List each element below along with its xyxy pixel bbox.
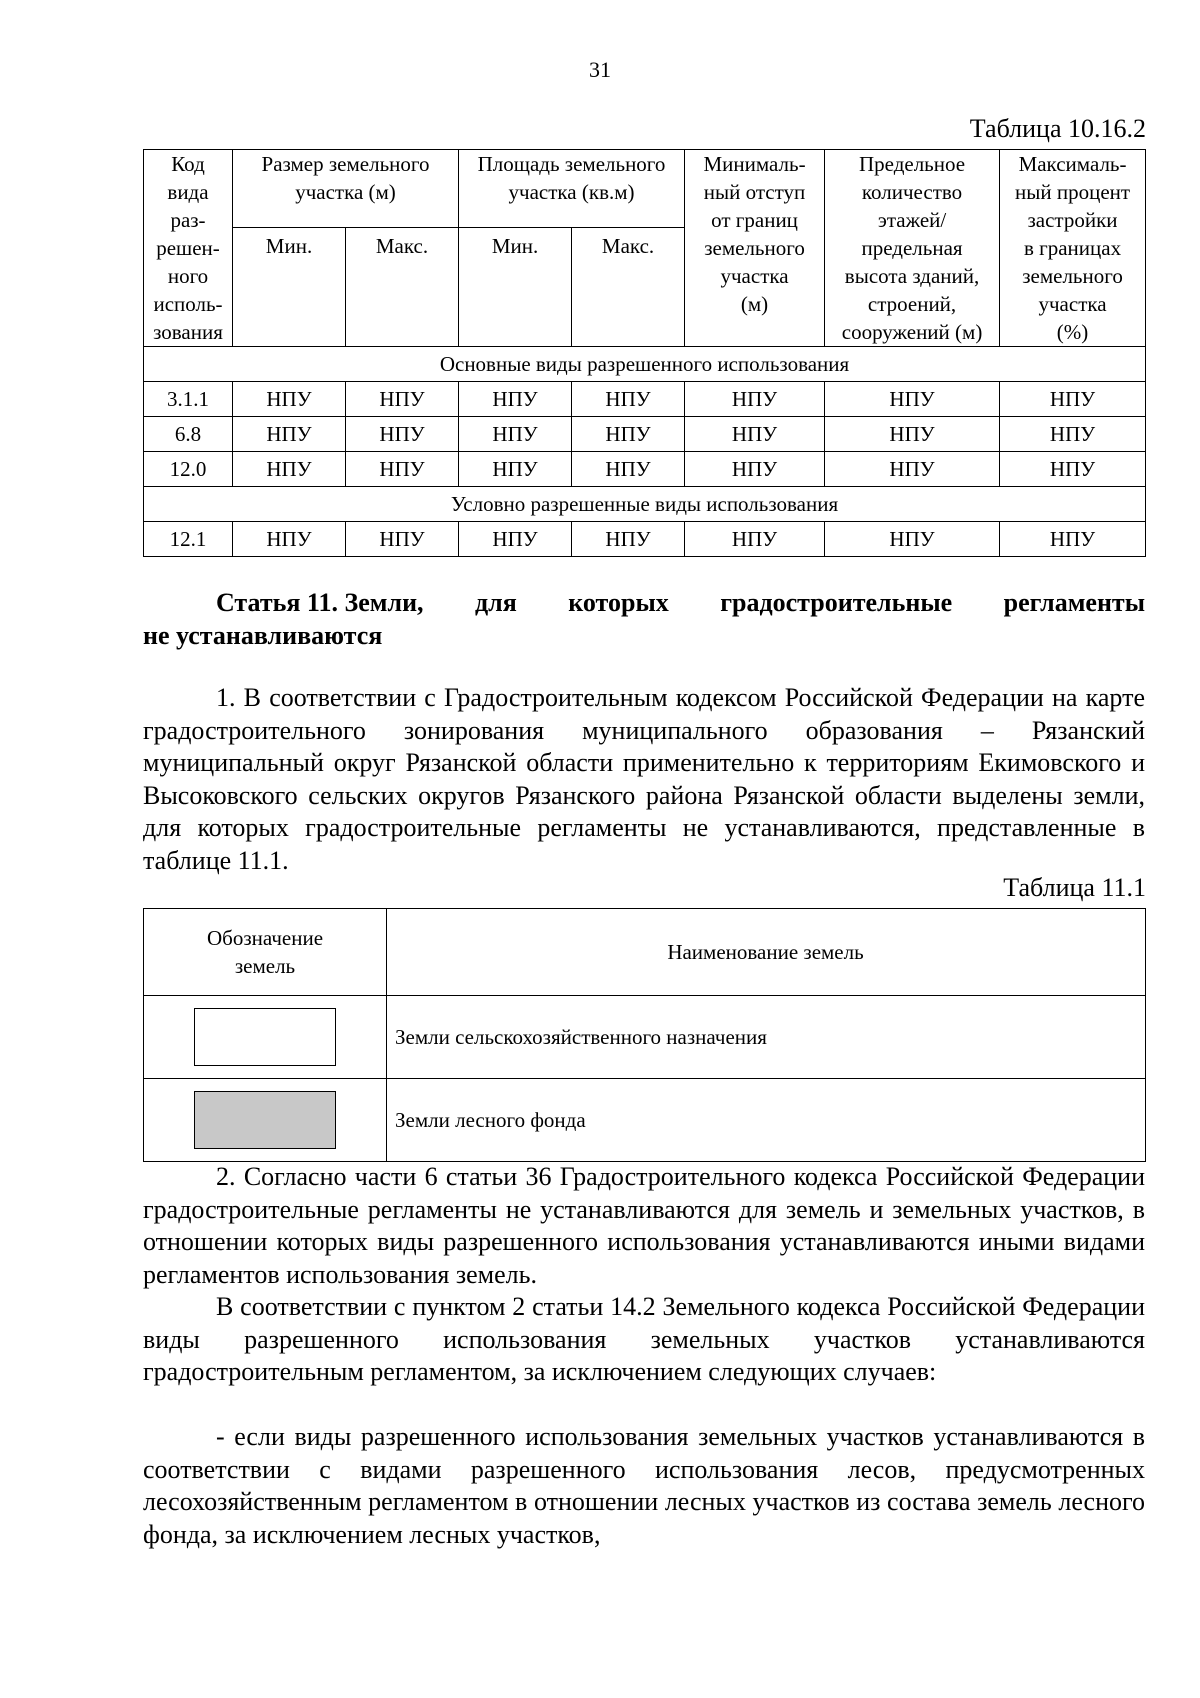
heading-word: для — [475, 588, 517, 617]
table-row — [144, 522, 1146, 557]
legend-swatch — [194, 1008, 336, 1066]
cell: НПУ — [346, 522, 459, 557]
header-symbol: Обозначение земель — [144, 909, 387, 996]
cell: НПУ — [825, 417, 1000, 452]
section-main: Основные виды разрешенного использования — [144, 347, 1146, 382]
cell: 12.1 — [144, 522, 233, 557]
header-name: Наименование земель — [387, 909, 1146, 996]
cell: 6.8 — [144, 417, 233, 452]
legend-swatch-cell — [144, 996, 387, 1079]
header-code: Код вида раз- решен- ного исполь- зования — [144, 150, 233, 347]
table-row — [144, 382, 1146, 417]
cell: НПУ — [233, 452, 346, 487]
table-caption: Таблица 11.1 — [1003, 873, 1146, 902]
page-number: 31 — [589, 57, 611, 82]
cell: НПУ — [685, 382, 825, 417]
cell: НПУ — [233, 382, 346, 417]
header-size-max: Макс. — [346, 228, 459, 347]
cell: НПУ — [825, 382, 1000, 417]
cell: 12.0 — [144, 452, 233, 487]
cell: НПУ — [346, 417, 459, 452]
cell: НПУ — [572, 417, 685, 452]
header-setback: Минималь- ный отступ от границ земельного участка (м) — [685, 150, 825, 347]
cell: НПУ — [572, 382, 685, 417]
cell: НПУ — [459, 452, 572, 487]
regulations-table — [143, 149, 1146, 557]
cell: НПУ — [1000, 452, 1146, 487]
header-area-min: Мин. — [459, 228, 572, 347]
cell: НПУ — [572, 452, 685, 487]
heading-word: градостроительные — [720, 588, 953, 617]
cell: НПУ — [685, 522, 825, 557]
paragraph-4: - если виды разрешенного использования земельных участков устанавливаются в соответствии с видами разрешенного использования лесов, предусмотренных лесохозяйственным регламентом в отношении лесных участков из состава земель лесного фонда, за исключением лесных участков, — [143, 1422, 1145, 1549]
paragraph-1: 1. В соответствии с Градостроительным кодексом Российской Федерации на карте градостроительного зонирования муниципального образования – Рязанский муниципальный округ Рязанской области применительно к территориям Екимовского и Высоковского сельских округов Рязанского района Рязанской области выделены земли, для которых градостроительные регламенты не устанавливаются, представленные в таблице 11.1. — [143, 683, 1145, 875]
article-heading — [143, 586, 1145, 652]
cell: НПУ — [1000, 382, 1146, 417]
legend-swatch-cell — [144, 1079, 387, 1162]
table-row — [144, 452, 1146, 487]
cell: НПУ — [459, 522, 572, 557]
legend-swatch — [194, 1091, 336, 1149]
land-name: Земли лесного фонда — [387, 1079, 1146, 1162]
lands-table — [143, 908, 1146, 1162]
cell: НПУ — [459, 417, 572, 452]
heading-line-2: не устанавливаются — [143, 621, 383, 650]
header-area-max: Макс. — [572, 228, 685, 347]
section-conditional: Условно разрешенные виды использования — [144, 487, 1146, 522]
cell: НПУ — [1000, 522, 1146, 557]
cell: НПУ — [459, 382, 572, 417]
cell: НПУ — [233, 522, 346, 557]
table-row — [144, 417, 1146, 452]
header-floors: Предельное количество этажей/ предельная высота зданий, строений, сооружений (м) — [825, 150, 1000, 347]
cell: НПУ — [233, 417, 346, 452]
table-row — [144, 996, 1146, 1079]
table-caption: Таблица 10.16.2 — [969, 114, 1146, 143]
paragraph-2: 2. Согласно части 6 статьи 36 Градостроительного кодекса Российской Федерации градостроительные регламенты не устанавливаются для земель и земельных участков, в отношении которых виды разрешенного использования устанавливаются иными видами регламентов использования земель. — [143, 1162, 1145, 1289]
table-row — [144, 1079, 1146, 1162]
cell: НПУ — [825, 452, 1000, 487]
cell: НПУ — [685, 417, 825, 452]
header-area: Площадь земельного участка (кв.м) — [459, 150, 685, 228]
heading-word: Статья 11. Земли, — [216, 588, 424, 617]
cell: НПУ — [1000, 417, 1146, 452]
header-size-min: Мин. — [233, 228, 346, 347]
cell: НПУ — [346, 452, 459, 487]
header-coverage: Максималь- ный процент застройки в границах земельного участка (%) — [1000, 150, 1146, 347]
cell: НПУ — [685, 452, 825, 487]
heading-word: которых — [568, 588, 669, 617]
cell: НПУ — [825, 522, 1000, 557]
header-size: Размер земельного участка (м) — [233, 150, 459, 228]
cell: НПУ — [572, 522, 685, 557]
cell: НПУ — [346, 382, 459, 417]
land-name: Земли сельскохозяйственного назначения — [387, 996, 1146, 1079]
heading-word: регламенты — [1003, 588, 1145, 617]
paragraph-3: В соответствии с пунктом 2 статьи 14.2 Земельного кодекса Российской Федерации виды разрешенного использования земельных участков устанавливаются градостроительным регламентом, за исключением следующих случаев: — [143, 1292, 1145, 1386]
cell: 3.1.1 — [144, 382, 233, 417]
